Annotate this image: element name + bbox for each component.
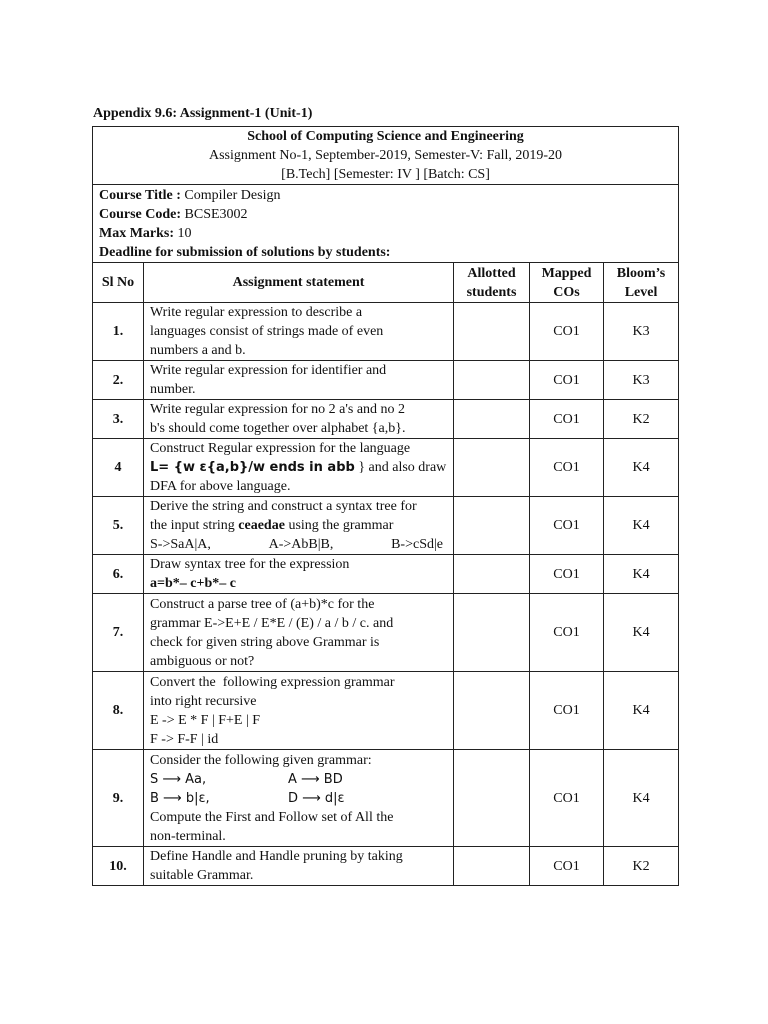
statement-line: b's should come together over alphabet {a,b}. (150, 421, 406, 436)
row-level: K3 (604, 303, 679, 361)
course-title-value: Compiler Design (180, 187, 281, 203)
table-row (93, 555, 679, 594)
row-statement (144, 847, 454, 886)
col-statement: Assignment statement (144, 263, 454, 303)
course-title-label: Course Title : (99, 187, 181, 203)
course-title-line (99, 186, 678, 205)
row-level: K2 (604, 847, 679, 886)
statement-line: check for given string above Grammar is (150, 634, 380, 650)
table-header-row (93, 127, 679, 185)
row-sl: 2. (93, 361, 144, 400)
language-definition: L= {w ε{a,b}/w ends in abb (150, 460, 355, 475)
statement-text: using the grammar (284, 518, 394, 533)
row-statement (144, 555, 454, 594)
grammar-line (150, 535, 449, 554)
statement-line (150, 458, 449, 477)
table-row (93, 594, 679, 672)
statement-line: ambiguous or not? (150, 653, 255, 669)
max-marks-label: Max Marks: (99, 225, 175, 241)
row-sl: 6. (93, 555, 144, 594)
table-row (93, 672, 679, 750)
statement-line: languages consist of strings made of even (150, 324, 384, 339)
col-bloom-l2: Level (624, 284, 658, 300)
statement-line: Derive the string and construct a syntax tree for (150, 499, 417, 514)
table-row (93, 497, 679, 555)
row-statement (144, 439, 454, 497)
row-level: K4 (604, 594, 679, 672)
row-allotted (454, 400, 530, 439)
statement-line: numbers a and b. (150, 343, 246, 358)
table-row (93, 400, 679, 439)
row-level: K4 (604, 497, 679, 555)
grammar-line: E -> E * F | F+E | F (150, 712, 261, 728)
statement-line: suitable Grammar. (150, 868, 254, 883)
assignment-line: Assignment No-1, September-2019, Semester-V: Fall, 2019-20 (209, 148, 563, 163)
course-code-line (99, 205, 678, 224)
row-sl: 4 (93, 439, 144, 497)
col-allotted-l2: students (466, 284, 517, 300)
row-co: CO1 (530, 555, 604, 594)
production: A ⟶ BD (288, 771, 343, 787)
row-sl: 3. (93, 400, 144, 439)
statement-line: DFA for above language. (150, 479, 291, 494)
statement-line: Define Handle and Handle pruning by taking (150, 849, 403, 864)
col-allotted-l1: Allotted (467, 265, 516, 281)
appendix-title: Appendix 9.6: Assignment-1 (Unit-1) (93, 106, 313, 121)
row-allotted (454, 497, 530, 555)
col-mapped-l2: COs (553, 284, 580, 300)
row-allotted (454, 750, 530, 847)
row-level: K4 (604, 672, 679, 750)
deadline-label: Deadline for submission of solutions by students: (99, 244, 391, 260)
row-co: CO1 (530, 594, 604, 672)
row-allotted (454, 847, 530, 886)
production: S ⟶ Aa, (150, 771, 207, 787)
statement-text: } and also draw (354, 460, 447, 475)
statement-line: Write regular expression for identifier and (150, 363, 387, 378)
row-sl: 10. (93, 847, 144, 886)
expression: a=b*– c+b*– c (150, 576, 236, 591)
row-level: K2 (604, 400, 679, 439)
row-statement (144, 400, 454, 439)
statement-line (150, 516, 449, 535)
production: B->cSd|e (391, 537, 443, 552)
col-sl-no: Sl No (93, 263, 144, 303)
col-mapped (530, 263, 604, 303)
row-co: CO1 (530, 439, 604, 497)
grammar-line (150, 770, 449, 789)
col-bloom (604, 263, 679, 303)
course-code-value: BCSE3002 (181, 206, 248, 222)
row-allotted (454, 672, 530, 750)
row-co: CO1 (530, 361, 604, 400)
row-sl: 7. (93, 594, 144, 672)
statement-line: Consider the following given grammar: (150, 752, 372, 768)
production: B ⟶ b|ε, (150, 790, 210, 806)
table-row (93, 439, 679, 497)
statement-line: Construct a parse tree of (a+b)*c for the (150, 596, 375, 612)
statement-line: Compute the First and Follow set of All the (150, 809, 394, 825)
row-statement (144, 497, 454, 555)
statement-text: the input string (150, 518, 239, 533)
row-allotted (454, 555, 530, 594)
table-row (93, 303, 679, 361)
production: S->SaA|A, (150, 537, 211, 552)
row-co: CO1 (530, 400, 604, 439)
row-co: CO1 (530, 847, 604, 886)
max-marks-value: 10 (174, 225, 192, 241)
statement-line: grammar E->E+E / E*E / (E) / a / b / c. and (150, 615, 394, 631)
col-allotted (454, 263, 530, 303)
col-bloom-l1: Bloom’s (616, 265, 666, 281)
course-code-label: Course Code: (99, 206, 182, 222)
row-sl: 9. (93, 750, 144, 847)
row-co: CO1 (530, 750, 604, 847)
course-info-row (93, 185, 679, 263)
grammar-line: F -> F-F | id (150, 731, 219, 747)
table-row (93, 361, 679, 400)
production: D ⟶ d|ε (288, 790, 345, 806)
table-row (93, 847, 679, 886)
grammar-line (150, 789, 449, 808)
course-info (93, 185, 679, 263)
row-level: K4 (604, 750, 679, 847)
row-co: CO1 (530, 497, 604, 555)
row-allotted (454, 303, 530, 361)
statement-line: Write regular expression to describe a (150, 305, 363, 320)
statement-line: Write regular expression for no 2 a's and no 2 (150, 402, 406, 417)
row-allotted (454, 439, 530, 497)
row-level: K3 (604, 361, 679, 400)
statement-line: non-terminal. (150, 828, 226, 844)
row-statement (144, 750, 454, 847)
statement-line: number. (150, 382, 196, 397)
row-statement (144, 594, 454, 672)
max-marks-line (99, 224, 678, 243)
column-header-row (93, 263, 679, 303)
row-statement (144, 303, 454, 361)
input-string: ceaedae (238, 518, 285, 533)
row-co: CO1 (530, 672, 604, 750)
statement-line: Construct Regular expression for the language (150, 441, 411, 456)
row-statement (144, 672, 454, 750)
deadline-line (99, 243, 678, 262)
school-name: School of Computing Science and Engineering (247, 129, 524, 144)
row-sl: 5. (93, 497, 144, 555)
statement-line: Convert the following expression grammar (150, 674, 395, 690)
row-co: CO1 (530, 303, 604, 361)
table-header (93, 127, 679, 185)
row-sl: 1. (93, 303, 144, 361)
row-sl: 8. (93, 672, 144, 750)
production: A->AbB|B, (268, 537, 334, 552)
row-statement (144, 361, 454, 400)
assignment-table (92, 126, 679, 886)
row-level: K4 (604, 439, 679, 497)
col-mapped-l1: Mapped (541, 265, 592, 281)
program-line: [B.Tech] [Semester: IV ] [Batch: CS] (281, 167, 490, 182)
table-row (93, 750, 679, 847)
statement-line: into right recursive (150, 693, 257, 709)
row-allotted (454, 361, 530, 400)
statement-line: Draw syntax tree for the expression (150, 557, 350, 572)
row-allotted (454, 594, 530, 672)
row-level: K4 (604, 555, 679, 594)
